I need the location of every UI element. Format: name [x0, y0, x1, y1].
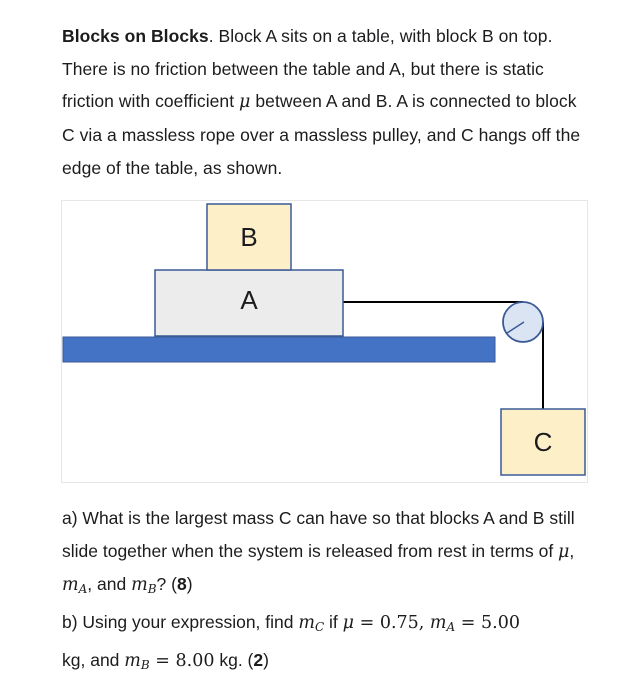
question-b-mb-sub: B	[140, 657, 150, 672]
block-c-label: C	[533, 427, 553, 457]
questions	[62, 502, 602, 682]
question-b-close: )	[263, 649, 269, 670]
question-a-ma-sub: A	[78, 582, 88, 597]
question-a-mb: m	[131, 575, 148, 596]
table	[63, 337, 495, 362]
question-a-sep1: ,	[569, 540, 575, 561]
question-b-line2	[62, 644, 602, 682]
block-b-label: B	[240, 222, 258, 252]
question-b-prefix: b) Using your expression, find	[62, 612, 299, 633]
problem-intro	[62, 20, 592, 185]
question-a-mb-sub: B	[147, 582, 157, 597]
question-b-unit: kg. (	[214, 649, 254, 670]
question-a-close: )	[186, 574, 193, 595]
question-b-points: 2	[253, 649, 264, 670]
question-b-mc-sub: C	[314, 620, 325, 635]
question-a	[62, 502, 602, 606]
question-b-ma-sub: A	[446, 620, 456, 635]
question-b-line1	[62, 606, 602, 644]
question-b-mu: μ	[342, 613, 355, 634]
intro-text-2: between A and B. A is connected to block C via a massless rope over a massless pulley, and C hangs off the edge of the table, as shown.	[62, 91, 581, 178]
diagram-svg	[62, 201, 587, 482]
problem-title: Blocks on Blocks	[62, 26, 209, 46]
question-b-if: if	[324, 612, 343, 633]
question-a-points: 8	[176, 574, 187, 595]
question-b-eq2: = 5.00	[455, 613, 520, 634]
intro-text: . Block A sits on a table, with block B on top. There is no friction between the table and A, but there is static friction with coefficient	[62, 26, 553, 112]
mu-symbol: μ	[239, 92, 251, 113]
question-a-mu: μ	[558, 541, 570, 562]
question-a-sep2: , and	[87, 574, 132, 595]
question-a-ma: m	[62, 575, 79, 596]
question-a-suffix: ? (	[156, 574, 177, 595]
question-b-mc: m	[298, 613, 315, 634]
question-b-ma: m	[429, 613, 447, 634]
block-a-label: A	[240, 285, 258, 315]
question-b-line2-prefix: kg, and	[62, 649, 125, 670]
question-b-mb: m	[124, 650, 141, 671]
question-b-eq3: = 8.00	[149, 650, 215, 671]
question-b-eq1: = 0.75,	[354, 613, 430, 634]
question-a-prefix: a) What is the largest mass C can have so that blocks A and B still slide together when the system is released from rest in terms of	[62, 508, 575, 561]
physics-diagram	[61, 200, 588, 483]
